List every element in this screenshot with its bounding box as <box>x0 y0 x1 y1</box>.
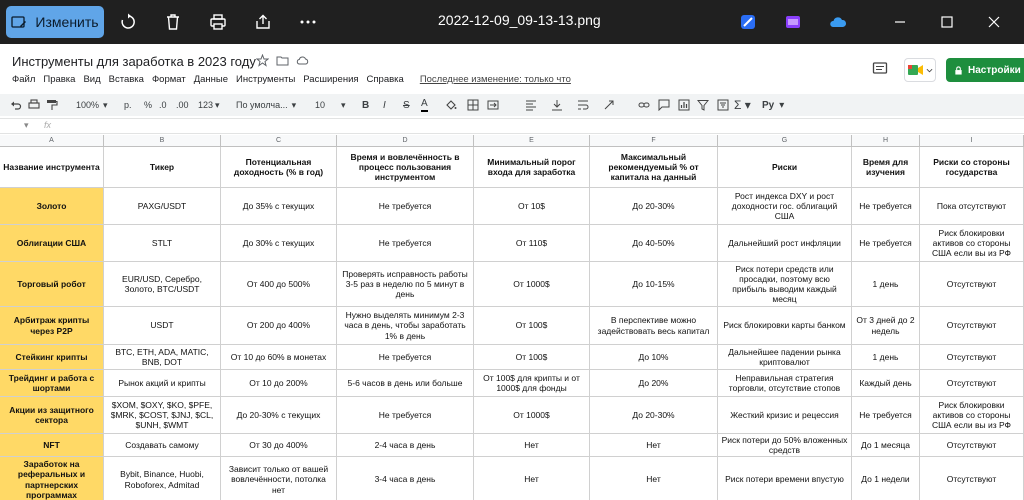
table-cell[interactable]: 5-6 часов в день или больше <box>337 370 474 396</box>
table-cell[interactable]: От 1000$ <box>474 262 590 306</box>
table-cell[interactable]: Нет <box>590 457 718 500</box>
table-cell[interactable]: Риск блокировки активов со стороны США если вы из РФ <box>920 225 1024 261</box>
header-cell[interactable]: Название инструмента <box>0 147 104 187</box>
fx-label: fx <box>44 120 52 130</box>
table-cell[interactable]: Рынок акций и крипты <box>104 370 221 396</box>
table-cell[interactable]: 2-4 часа в день <box>337 434 474 456</box>
table-cell[interactable]: 3-4 часа в день <box>337 457 474 500</box>
zoom-value: 100% <box>76 100 100 110</box>
header-cell[interactable]: Тикер <box>104 147 221 187</box>
access-settings-label: Настройки <box>968 64 1021 76</box>
table-cell[interactable]: Трейдинг и работа с шортами <box>0 370 104 396</box>
access-settings-button[interactable] <box>946 58 1024 82</box>
table-cell[interactable]: Нет <box>590 434 718 456</box>
table-cell[interactable]: До 1 месяца <box>852 434 920 456</box>
table-cell[interactable]: Отсутствуют <box>920 370 1024 396</box>
table-row <box>0 225 1024 262</box>
zoom-select[interactable]: 100% ▾ <box>76 99 108 110</box>
table-cell[interactable]: До 10% <box>590 345 718 369</box>
chevron-down-icon <box>926 67 933 74</box>
text-wrap-icon[interactable] <box>577 94 589 116</box>
bold-button[interactable]: B <box>362 99 370 111</box>
table-row <box>0 397 1024 434</box>
table-cell[interactable]: Нужно выделять минимум 2-3 часа в день, чтобы заработать 1% в день <box>337 307 474 344</box>
table-row <box>0 307 1024 345</box>
insert-link-icon[interactable] <box>638 94 650 116</box>
header-cell[interactable]: Время и вовлечённость в процесс пользования инструментом <box>337 147 474 187</box>
table-cell[interactable]: От 200 до 400% <box>221 307 337 344</box>
strikethrough-button[interactable]: S <box>403 99 410 111</box>
formatting-toolbar <box>0 94 1024 116</box>
table-cell[interactable]: Заработок на реферальных и партнерских программах <box>0 457 104 500</box>
table-cell[interactable]: От 400 до 500% <box>221 262 337 306</box>
table-cell[interactable]: USDT <box>104 307 221 344</box>
number-format-value: 123 <box>198 100 214 110</box>
column-header[interactable]: B <box>104 135 221 147</box>
filter-views-icon[interactable] <box>717 94 729 116</box>
header-cell[interactable]: Время для изучения <box>852 147 920 187</box>
table-cell[interactable]: Не требуется <box>852 225 920 261</box>
table-cell[interactable]: Риск блокировки карты банком <box>718 307 852 344</box>
input-tools-button[interactable]: Ру ▾ <box>762 99 785 111</box>
menu-extensions[interactable]: Расширения <box>303 74 359 85</box>
table-cell[interactable]: Не требуется <box>852 397 920 433</box>
menu-insert[interactable]: Вставка <box>108 74 144 85</box>
table-cell[interactable]: Отсутствуют <box>920 434 1024 456</box>
print-icon[interactable] <box>206 10 230 34</box>
delete-icon[interactable] <box>161 10 185 34</box>
name-box-chevron-icon[interactable]: ▾ <box>24 120 29 130</box>
column-header[interactable]: C <box>221 135 337 147</box>
table-cell[interactable]: Проверять исправность работы 3-5 раз в неделю по 5 минут в день <box>337 262 474 306</box>
font-family-value: По умолча... <box>236 100 288 110</box>
menu-bar <box>12 74 571 85</box>
table-cell[interactable]: Стейкинг крипты <box>0 345 104 369</box>
spreadsheet-window <box>0 44 1024 500</box>
table-cell[interactable]: До 20-30% с текущих <box>221 397 337 433</box>
table-cell[interactable]: PAXG/USDT <box>104 188 221 224</box>
table-cell[interactable]: Риск потери до 50% вложенных средств <box>718 434 852 456</box>
text-rotation-icon[interactable] <box>603 94 615 116</box>
table-cell[interactable]: Отсутствуют <box>920 307 1024 344</box>
menu-view[interactable]: Вид <box>83 74 101 85</box>
table-cell[interactable]: До 20-30% <box>590 188 718 224</box>
font-size-select[interactable]: 10 ▾ <box>315 99 346 110</box>
column-header[interactable]: H <box>852 135 920 147</box>
table-row <box>0 370 1024 397</box>
table-row <box>0 457 1024 500</box>
column-header[interactable]: I <box>920 135 1024 147</box>
meet-icon <box>908 64 924 76</box>
table-cell[interactable]: Торговый робот <box>0 262 104 306</box>
insert-chart-icon[interactable] <box>678 94 690 116</box>
maximize-icon[interactable] <box>935 10 959 34</box>
table-cell[interactable]: Риск потери средств или просадки, поэтому всю прибыль выводим каждый месяц <box>718 262 852 306</box>
last-edit-link[interactable]: Последнее изменение: только что <box>419 74 571 85</box>
increase-decimal-button[interactable]: .00 <box>176 100 189 110</box>
horizontal-align-icon[interactable] <box>525 94 537 116</box>
cloud-status-icon[interactable] <box>296 54 309 67</box>
table-cell[interactable]: Пока отсутствуют <box>920 188 1024 224</box>
menu-data[interactable]: Данные <box>193 74 229 85</box>
document-title[interactable]: Инструменты для заработка в 2023 году <box>12 54 256 69</box>
table-cell[interactable]: Золото <box>0 188 104 224</box>
table-cell[interactable]: До 1 недели <box>852 457 920 500</box>
table-cell[interactable]: Неправильная стратегия торговли, отсутствие стопов <box>718 370 852 396</box>
column-header[interactable]: D <box>337 135 474 147</box>
column-header[interactable]: A <box>0 135 104 147</box>
table-cell[interactable]: Рост индекса DXY и рост доходности гос. облигаций США <box>718 188 852 224</box>
table-cell[interactable]: Не требуется <box>337 188 474 224</box>
table-cell[interactable]: От 110$ <box>474 225 590 261</box>
table-cell[interactable]: Нет <box>474 434 590 456</box>
file-name: 2022-12-09_09-13-13.png <box>438 12 601 28</box>
table-cell[interactable]: $XOM, $OXY, $KO, $PFE, $MRK, $COST, $JNJ, $CL, $UNH, $WMT <box>104 397 221 433</box>
column-header[interactable]: G <box>718 135 852 147</box>
table-cell[interactable]: От 100$ для крипты и от 1000$ для фонды <box>474 370 590 396</box>
table-cell[interactable]: От 10$ <box>474 188 590 224</box>
table-cell[interactable]: От 1000$ <box>474 397 590 433</box>
table-cell[interactable]: До 20% <box>590 370 718 396</box>
fill-color-icon[interactable] <box>445 94 457 116</box>
table-cell[interactable]: EUR/USD, Серебро, Золото, BTC/USDT <box>104 262 221 306</box>
table-cell[interactable]: Дальнейшее падении рынка криптовалют <box>718 345 852 369</box>
column-header[interactable]: E <box>474 135 590 147</box>
print-icon[interactable] <box>28 94 40 116</box>
edit-button-label: Изменить <box>35 14 99 30</box>
table-cell[interactable]: Нет <box>474 457 590 500</box>
table-cell[interactable]: До 10-15% <box>590 262 718 306</box>
table-cell[interactable]: Жесткий кризис и рецессия <box>718 397 852 433</box>
table-cell[interactable]: Bybit, Binance, Huobi, Roboforex, Admitad <box>104 457 221 500</box>
text-color-button[interactable]: A <box>421 96 428 112</box>
edit-button[interactable] <box>6 6 104 38</box>
table-cell[interactable]: От 3 дней до 2 недель <box>852 307 920 344</box>
header-cell[interactable]: Потенциальная доходность (% в год) <box>221 147 337 187</box>
vertical-align-icon[interactable] <box>551 94 563 116</box>
table-cell[interactable]: Облигации США <box>0 225 104 261</box>
table-row <box>0 345 1024 370</box>
table-row <box>0 262 1024 307</box>
table-cell[interactable]: BTC, ETH, ADA, MATIC, BNB, DOT <box>104 345 221 369</box>
font-size-value: 10 <box>315 100 326 110</box>
table-cell[interactable]: STLT <box>104 225 221 261</box>
decrease-decimal-button[interactable]: .0 <box>159 100 167 110</box>
table-cell[interactable]: Не требуется <box>337 225 474 261</box>
table-cell[interactable]: Риск потери времени впустую <box>718 457 852 500</box>
table-cell[interactable]: Каждый день <box>852 370 920 396</box>
table-cell[interactable]: Риск блокировки активов со стороны США если вы из РФ <box>920 397 1024 433</box>
table-row <box>0 434 1024 457</box>
table-cell[interactable]: До 30% с текущих <box>221 225 337 261</box>
header-cell[interactable]: Максимальный рекомендуемый % от капитала на данный <box>590 147 718 187</box>
header-cell[interactable]: Минимальный порог входа для заработка <box>474 147 590 187</box>
currency-format-button[interactable]: р. <box>124 100 132 110</box>
table-cell[interactable]: Акции из защитного сектора <box>0 397 104 433</box>
table-cell[interactable]: 1 день <box>852 345 920 369</box>
table-cell[interactable]: От 100$ <box>474 307 590 344</box>
table-cell[interactable]: Отсутствуют <box>920 457 1024 500</box>
more-options-icon[interactable] <box>296 10 320 34</box>
table-cell[interactable]: Не требуется <box>337 345 474 369</box>
designer-app-icon[interactable] <box>736 10 760 34</box>
input-tools-label: Ру <box>762 99 775 111</box>
viewer-toolbar <box>0 0 1024 44</box>
insert-comment-icon[interactable] <box>658 94 670 116</box>
meet-button[interactable] <box>904 58 936 82</box>
column-headers <box>0 135 1024 147</box>
menu-file[interactable]: Файл <box>12 74 36 85</box>
table-cell[interactable]: Не требуется <box>852 188 920 224</box>
minimize-icon[interactable] <box>888 10 912 34</box>
filter-icon[interactable] <box>697 94 709 116</box>
table-cell[interactable]: 1 день <box>852 262 920 306</box>
borders-icon[interactable] <box>467 94 479 116</box>
close-icon[interactable] <box>982 10 1006 34</box>
lock-icon <box>954 66 963 75</box>
merge-cells-icon[interactable] <box>487 94 499 116</box>
table-cell[interactable]: Отсутствуют <box>920 345 1024 369</box>
table-cell[interactable]: До 35% с текущих <box>221 188 337 224</box>
menu-tools[interactable]: Инструменты <box>236 74 296 85</box>
paint-format-icon[interactable] <box>46 94 58 116</box>
share-icon[interactable] <box>251 10 275 34</box>
onedrive-cloud-icon[interactable] <box>826 10 850 34</box>
edit-image-icon <box>11 14 27 30</box>
table-row <box>0 188 1024 225</box>
move-folder-icon[interactable] <box>276 54 289 67</box>
column-header[interactable]: F <box>590 135 718 147</box>
table-cell[interactable]: NFT <box>0 434 104 456</box>
percent-format-button[interactable]: % <box>144 100 153 110</box>
menu-edit[interactable]: Правка <box>43 74 76 85</box>
table-cell[interactable]: Дальнейший рост инфляции <box>718 225 852 261</box>
table-cell[interactable]: Не требуется <box>337 397 474 433</box>
table-cell[interactable]: От 100$ <box>474 345 590 369</box>
header-cell[interactable]: Риски <box>718 147 852 187</box>
number-format-select[interactable]: 123 ▾ <box>198 99 220 110</box>
table-cell[interactable]: Зависит только от вашей вовлечённости, потолка нет <box>221 457 337 500</box>
table-cell[interactable]: До 40-50% <box>590 225 718 261</box>
italic-button[interactable]: I <box>383 99 386 111</box>
clipchamp-app-icon[interactable] <box>781 10 805 34</box>
table-cell[interactable]: В перспективе можно задействовать весь капитал <box>590 307 718 344</box>
comment-history-icon[interactable] <box>872 61 888 77</box>
star-icon[interactable] <box>256 54 269 67</box>
table-cell[interactable]: До 20-30% <box>590 397 718 433</box>
table-cell[interactable]: От 10 до 60% в монетах <box>221 345 337 369</box>
menu-format[interactable]: Формат <box>151 74 186 85</box>
formula-bar <box>0 118 1024 134</box>
undo-icon[interactable] <box>10 94 22 116</box>
header-cell[interactable]: Риски со стороны государства <box>920 147 1024 187</box>
table-cell[interactable]: Отсутствуют <box>920 262 1024 306</box>
font-family-select[interactable]: По умолча... ▾ <box>236 99 297 110</box>
table-cell[interactable]: Создавать самому <box>104 434 221 456</box>
rotate-icon[interactable] <box>116 10 140 34</box>
menu-help[interactable]: Справка <box>366 74 404 85</box>
functions-icon[interactable]: Σ ▾ <box>734 98 751 112</box>
table-cell[interactable]: От 30 до 400% <box>221 434 337 456</box>
table-cell[interactable]: От 10 до 200% <box>221 370 337 396</box>
table-header-row <box>0 147 1024 188</box>
table-cell[interactable]: Арбитраж крипты через P2P <box>0 307 104 344</box>
